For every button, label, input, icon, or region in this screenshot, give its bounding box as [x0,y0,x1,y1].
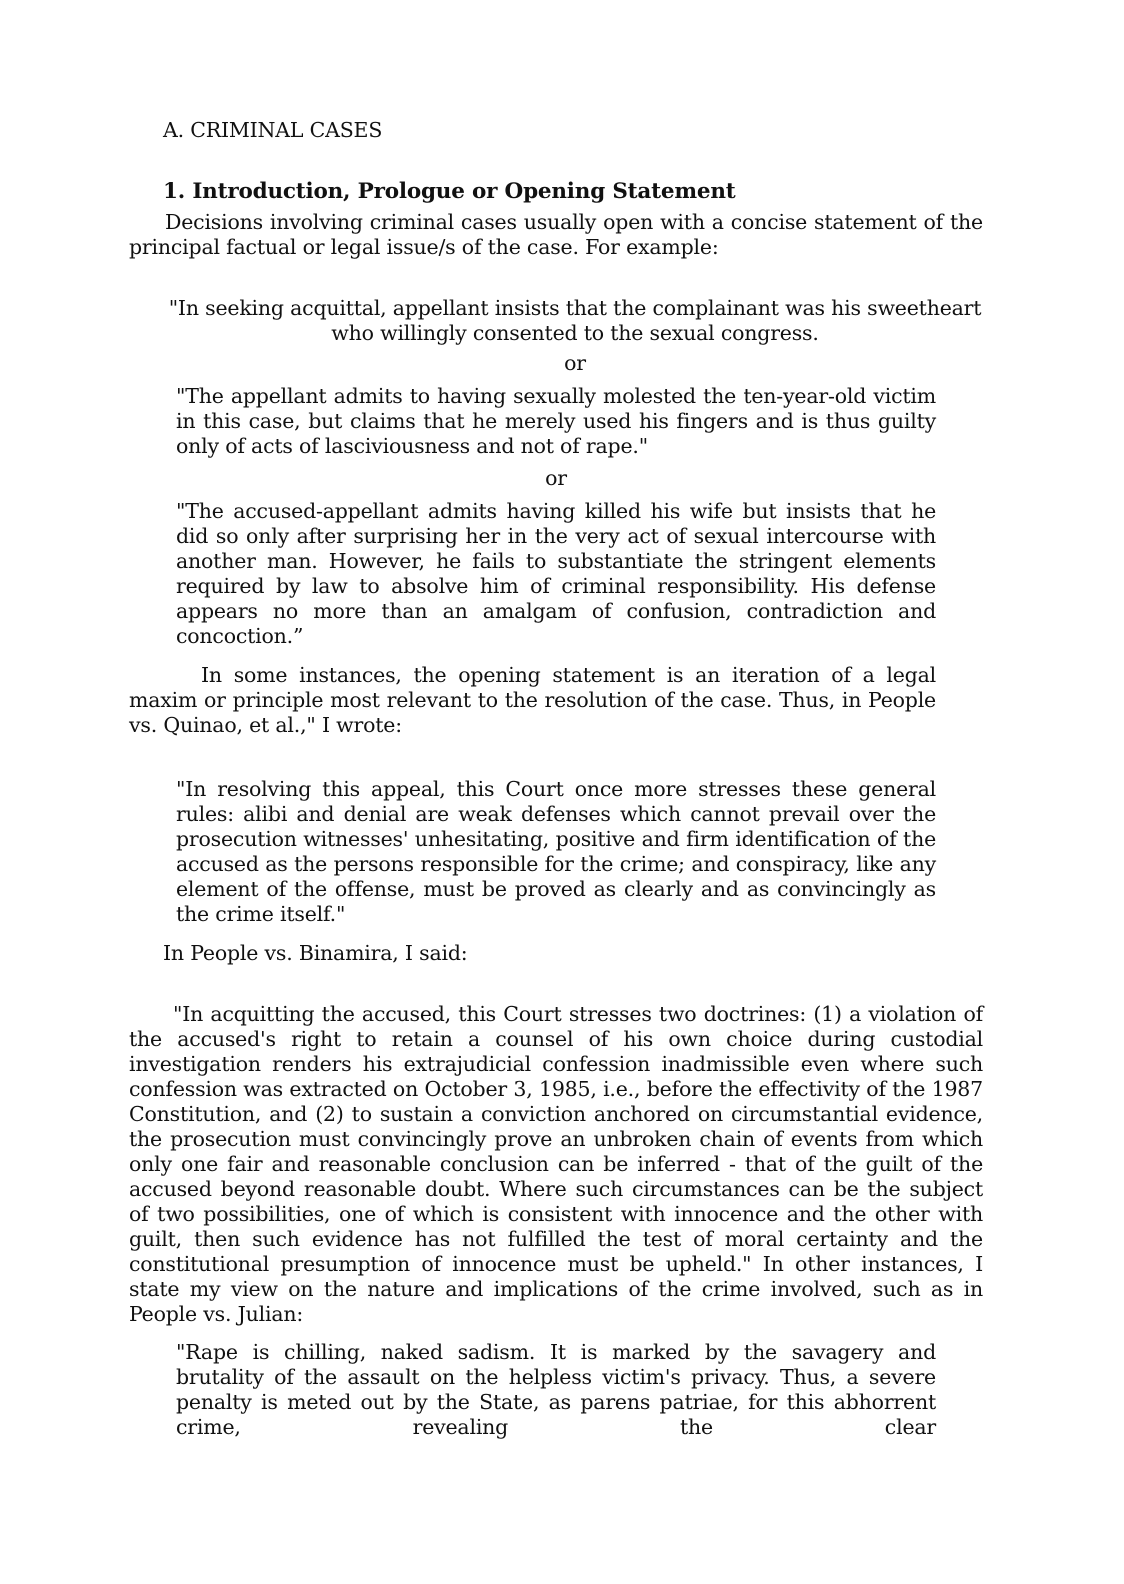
binamira-intro: In People vs. Binamira, I said: [163,941,468,965]
quote-binamira: "In acquitting the accused, this Court stresses two doctrines: (1) a violation of the accused's right to retain a counsel of his own choice during custodial investigation renders his extrajudicial confession inadmissible even where such confession was extracted on October 3, 1985, i.e., before the effectivity of the 1987 Constitution, and (2) to sustain a conviction anchored on circumstantial evidence, the prosecution must convincingly prove an unbroken chain of events from which only one fair and reasonable conclusion can be inferred - that of the guilt of the accused beyond reasonable doubt. Where such circumstances can be the subject of two possibilities, one of which is consistent with innocence and the other with guilt, then such evidence has not fulfilled the test of moral certainty and the constitutional presumption of innocence must be upheld." In other instances, I state my view on the nature and implications of the crime involved, such as in People vs. Julian: [129,1002,983,1326]
intro-paragraph: Decisions involving criminal cases usually open with a concise statement of the principal factual or legal issue/s of the case. For example: [129,210,983,259]
separator-or: or [545,466,567,490]
quote-molested: "The appellant admits to having sexually molested the ten-year-old victim in this case, but claims that he merely used his fingers and is thus guilty only of acts of lasciviousness and not of rape." [176,384,936,458]
section-title: A. CRIMINAL CASES [163,118,383,142]
separator-or: or [564,351,586,375]
quote-quinao: "In resolving this appeal, this Court once more stresses these general rules: alibi and denial are weak defenses which cannot prevail over the prosecution witnesses' unhesitating, positive and firm identification of the accused as the persons responsible for the crime; and conspiracy, like any element of the offense, must be proved as clearly and as convincingly as the crime itself." [176,777,936,926]
subsection-heading: 1. Introduction, Prologue or Opening Statement [163,179,736,204]
instances-paragraph: In some instances, the opening statement is an iteration of a legal maxim or principle most relevant to the resolution of the case. Thus, in People vs. Quinao, et al.," I wrote: [129,663,936,737]
quote-sweetheart: "In seeking acquittal, appellant insists that the complainant was his sweetheart who willingly consented to the sexual congress. [168,296,982,345]
quote-julian: "Rape is chilling, naked sadism. It is marked by the savagery and brutality of the assault on the helpless victim's privacy. Thus, a severe penalty is meted out by the State, as parens patriae, for this abhorrent crime, revealing the clear [176,1340,936,1439]
quote-killed-wife: "The accused-appellant admits having killed his wife but insists that he did so only after surprising her in the very act of sexual intercourse with another man. However, he fails to substantiate the stringent elements required by law to absolve him of criminal responsibility. His defense appears no more than an amalgam of confusion, contradiction and concoction.” [176,499,936,648]
